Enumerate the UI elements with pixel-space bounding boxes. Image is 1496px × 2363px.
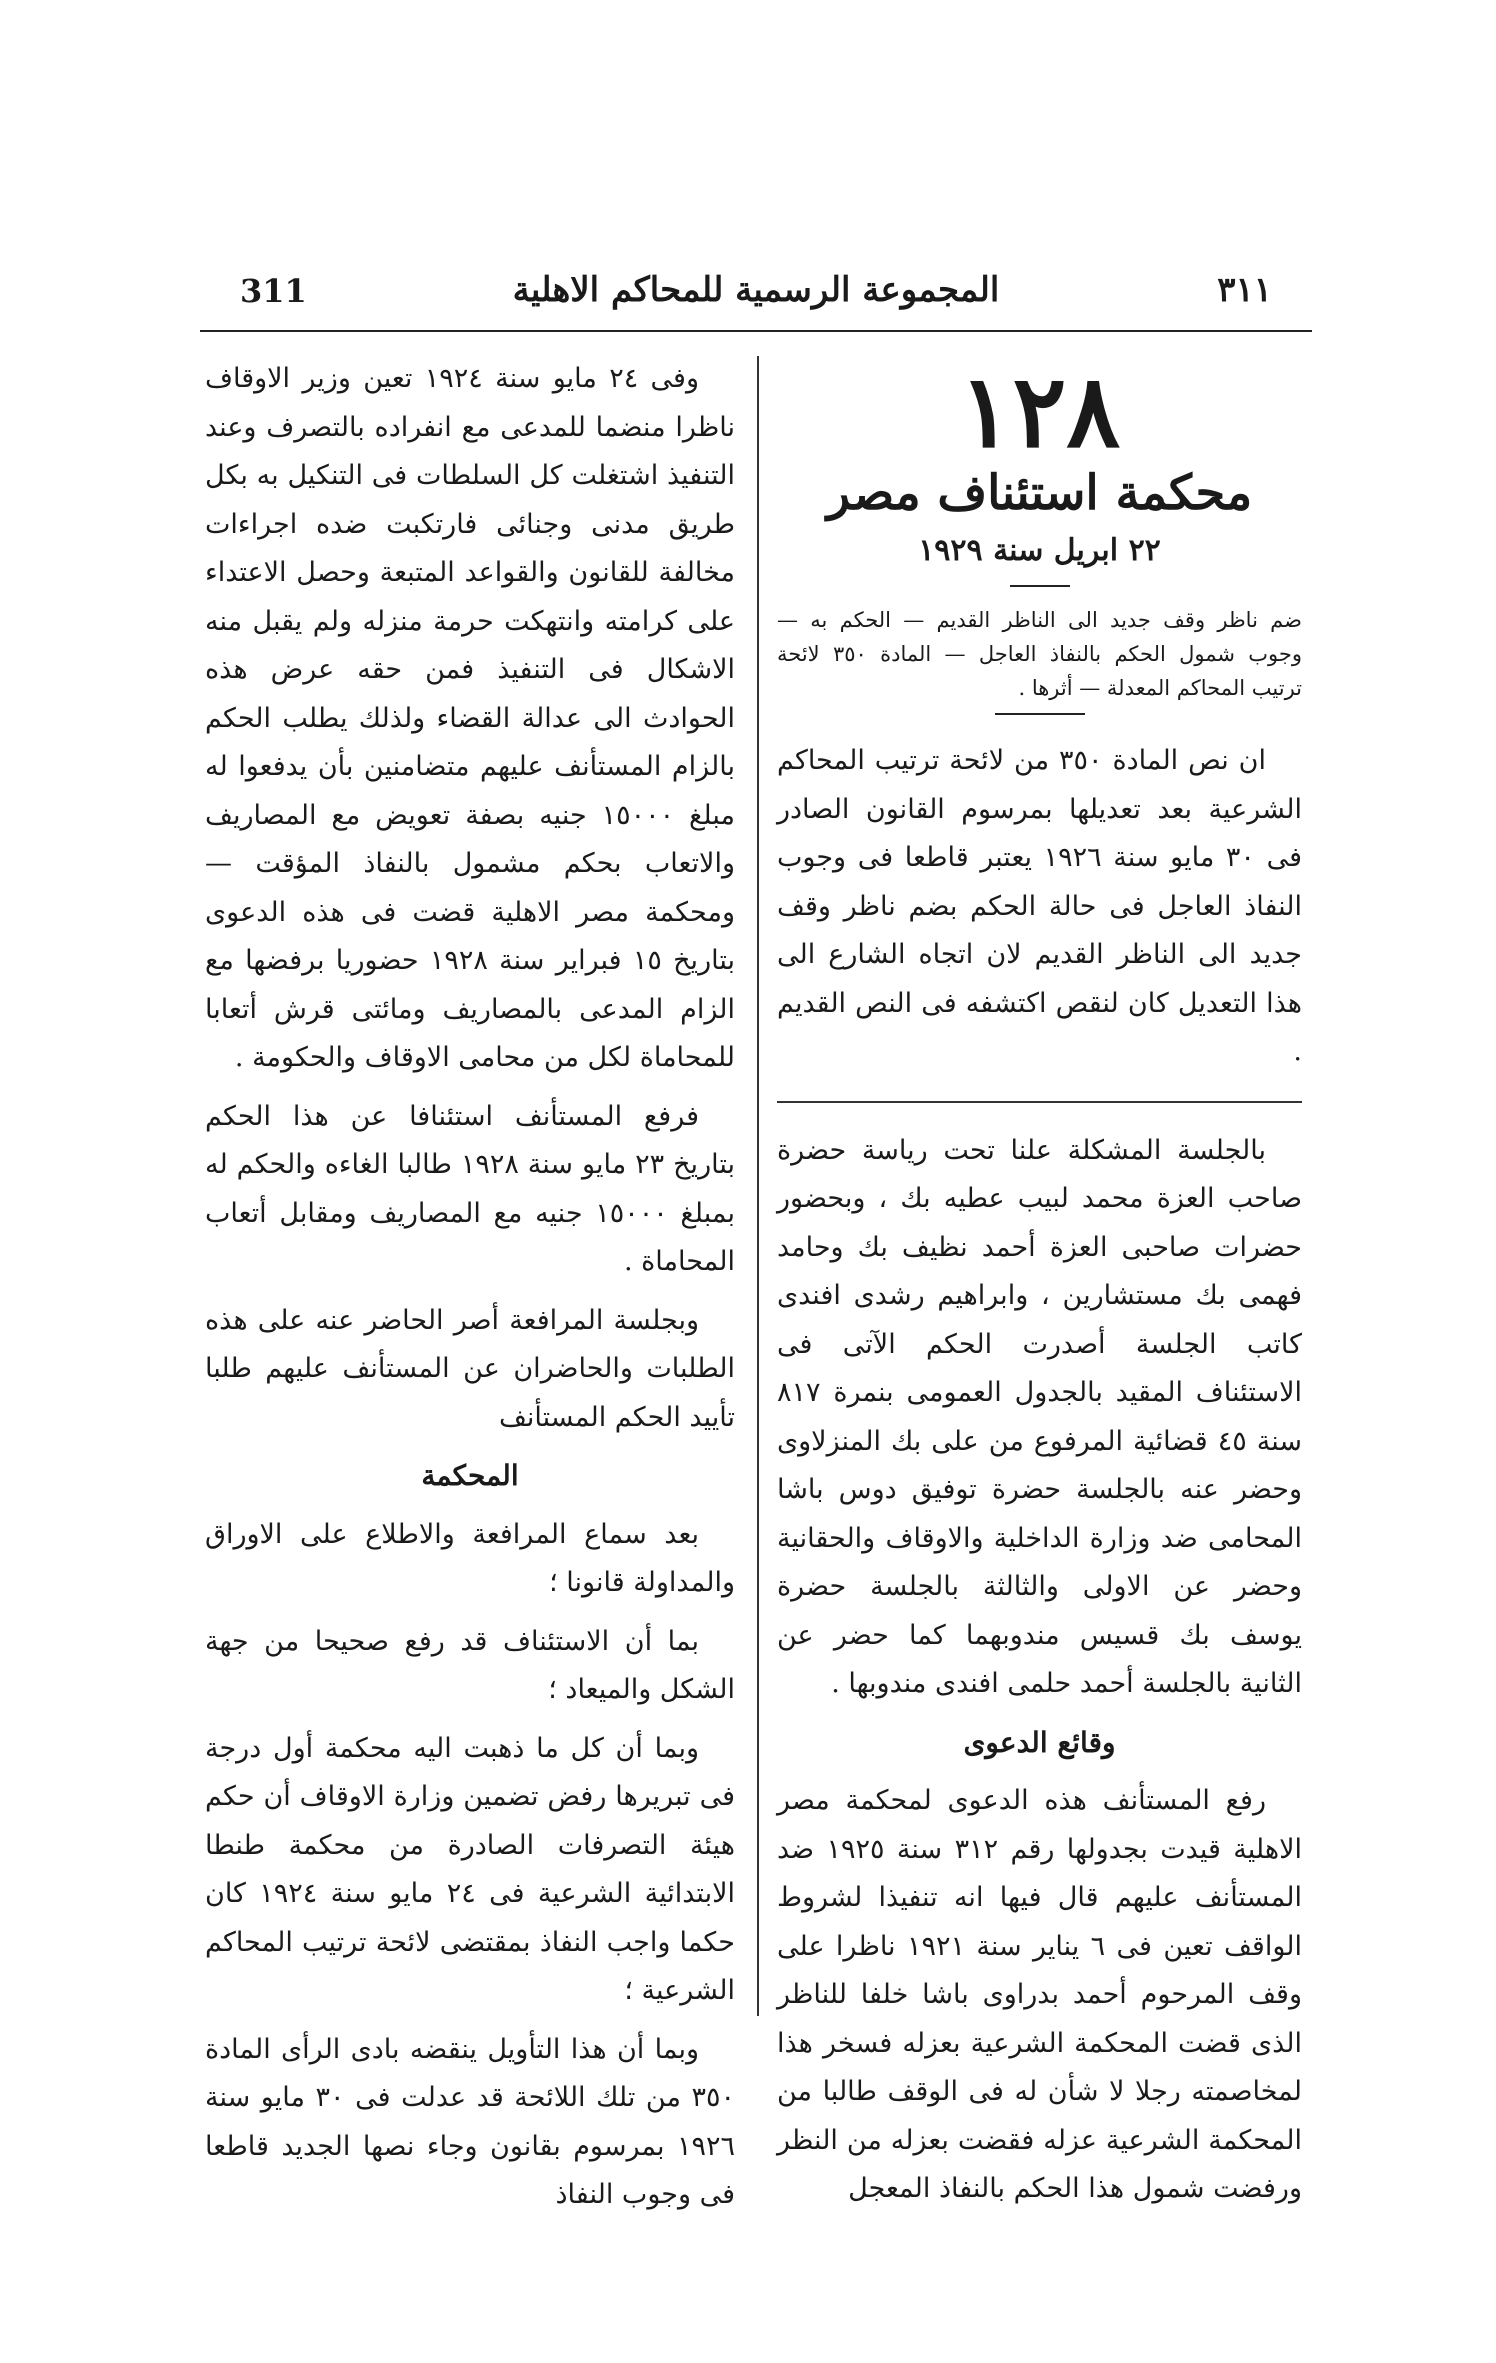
court-name: محكمة استئناف مصر (826, 465, 1253, 521)
headnote: ضم ناظر وقف جديد الى الناظر القديم — الحكم به — وجوب شمول الحكم بالنفاذ العاجل — المادة ٣٥٠ لائحة ترتيب المحاكم المعدلة — أثرها . (777, 608, 1302, 700)
section-rule (777, 1101, 1302, 1103)
divider (1010, 585, 1070, 587)
case-number: ١٢٨ (958, 352, 1121, 470)
page-number-arabic: ٣١١ (1217, 270, 1272, 310)
paragraph: فرفع المستأنف استئنافا عن هذا الحكم بتاريخ ٢٣ مايو سنة ١٩٢٨ طالبا الغاءه والحكم له بمبلغ ١٥٠٠٠ جنيه مع المصاريف ومقابل أتعاب المحاماة . (205, 1100, 735, 1277)
facts-paragraph: رفع المستأنف هذه الدعوى لمحكمة مصر الاهلية قيدت بجدولها رقم ٣١٢ سنة ١٩٢٥ ضد المستأنف عليهم قال فيها انه تنفيذا لشروط الواقف تعين فى ٦ يناير سنة ١٩٢١ ناظرا على وقف المرحوم أحمد بدراوى باشا خلفا للناظر الذى قضت المحكمة الشرعية بعزله فسخر هذا لمخاصمته رجلا لا شأن له فى الوقف طالبا من المحكمة الشرعية عزله فقضت بعزله من النظر ورفضت شمول هذا الحكم بالنفاذ المعجل (777, 1785, 1302, 2204)
header-rule (200, 330, 1312, 332)
reasoning-paragraph: وبما أن هذا التأويل ينقضه بادى الرأى المادة ٣٥٠ من تلك اللائحة قد عدلت فى ٣٠ مايو سنة ١٩٢٦ بمرسوم بقانون وجاء نصها الجديد قاطعا فى وجوب النفاذ (205, 2033, 735, 2210)
left-column (205, 355, 735, 2230)
journal-title: المجموعة الرسمية للمحاكم الاهلية (512, 270, 1000, 310)
reasoning-paragraph: وبما أن كل ما ذهبت اليه محكمة أول درجة فى تبريرها رفض تضمين وزارة الاوقاف أن حكم هيئة التصرفات الصادرة من محكمة طنطا الابتدائية الشرعية فى ٢٤ مايو سنة ١٩٢٤ كان حكما واجب النفاذ بمقتضى لائحة ترتيب المحاكم الشرعية ؛ (205, 1732, 735, 2006)
reasoning-paragraph: بما أن الاستئناف قد رفع صحيحا من جهة الشكل والميعاد ؛ (205, 1625, 735, 1705)
facts-heading: وقائع الدعوى (963, 1725, 1116, 1759)
reasoning-paragraph: بعد سماع المرافعة والاطلاع على الاوراق والمداولة قانونا ؛ (205, 1518, 735, 1598)
session-paragraph: بالجلسة المشكلة علنا تحت رياسة حضرة صاحب العزة محمد لبيب عطيه بك ، وبحضور حضرات صاحبى العزة أحمد نظيف بك وحامد فهمى بك مستشارين ، وابراهيم رشدى افندى كاتب الجلسة أصدرت الحكم الآتى فى الاستئناف المقيد بالجدول العمومى بنمرة ٨١٧ سنة ٤٥ قضائية المرفوع من على بك المنزلاوى وحضر عنه بالجلسة حضرة توفيق دوس باشا المحامى ضد وزارة الداخلية والاوقاف والحقانية وحضر عن الاولى والثالثة بالجلسة حضرة يوسف بك قسيس مندوبهما كما حضر عن الثانية بالجلسة أحمد حلمى افندى مندوبها . (777, 1134, 1302, 1699)
ruling-date: ٢٢ ابريل سنة ١٩٢٩ (918, 533, 1161, 568)
column-divider (757, 356, 759, 2016)
divider (995, 713, 1085, 715)
paragraph: وبجلسة المرافعة أصر الحاضر عنه على هذه الطلبات والحاضران عن المستأنف عليهم طلبا تأييد الحكم المستأنف (205, 1304, 735, 1433)
legal-principle: ان نص المادة ٣٥٠ من لائحة ترتيب المحاكم الشرعية بعد تعديلها بمرسوم القانون الصادر فى ٣٠ مايو سنة ١٩٢٦ يعتبر قاطعا فى وجوب النفاذ العاجل فى حالة الحكم بضم ناظر وقف جديد الى الناظر القديم لان اتجاه الشارع الى هذا التعديل كان لنقص اكتشفه فى النص القديم . (777, 745, 1302, 1067)
right-column (777, 352, 1302, 2224)
page-header (200, 270, 1312, 322)
paragraph: وفى ٢٤ مايو سنة ١٩٢٤ تعين وزير الاوقاف ناظرا منضما للمدعى مع انفراده بالتصرف وعند التنفيذ اشتغلت كل السلطات فى التنكيل به بكل طريق مدنى وجنائى فارتكبت ضده اجراءات مخالفة للقانون والقواعد المتبعة وحصل الاعتداء على كرامته وانتهكت حرمة منزله ولم يقبل منه الاشكال فى التنفيذ فمن حقه عرض هذه الحوادث الى عدالة القضاء ولذلك يطلب الحكم بالزام المستأنف عليهم متضامنين بأن يدفعوا له مبلغ ١٥٠٠٠ جنيه بصفة تعويض مع المصاريف والاتعاب بحكم مشمول بالنفاذ المؤقت — ومحكمة مصر الاهلية قضت فى هذه الدعوى بتاريخ ١٥ فبراير سنة ١٩٢٨ حضوريا برفضها مع الزام المدعى بالمصاريف ومائتى قرش أتعابا للمحاماة لكل من محامى الاوقاف والحكومة . (205, 363, 736, 1073)
page-number-latin: 311 (240, 272, 307, 310)
court-heading: المحكمة (421, 1459, 519, 1492)
